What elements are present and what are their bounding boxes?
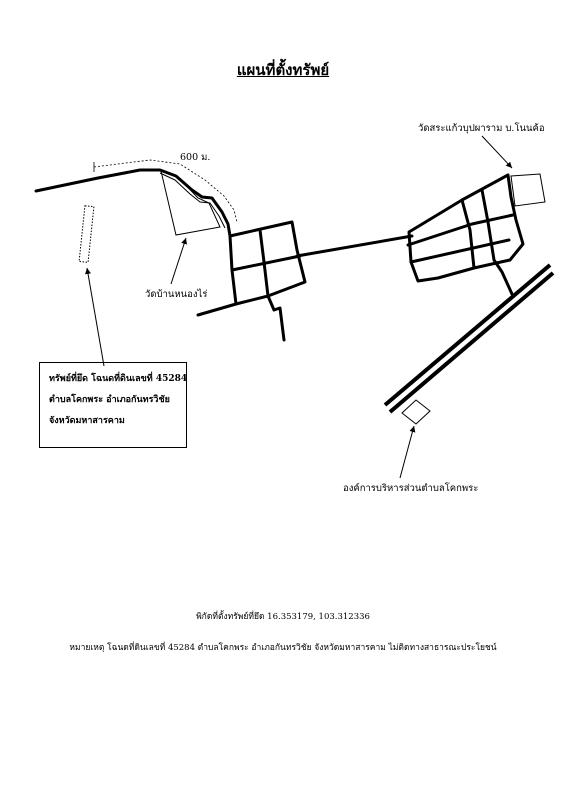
property-box-line-3: จังหวัดมหาสารคาม: [49, 416, 125, 426]
temple-local-label: วัดบ้านหนองไร่: [145, 289, 208, 300]
highway-double-line: [385, 265, 553, 412]
arrow-to-temple-north: [482, 136, 512, 168]
arrow-to-temple-local: [171, 238, 186, 284]
sao-office-label: องค์การบริหารส่วนตำบลโคกพระ: [343, 483, 479, 494]
distance-label: 600 ม.: [180, 152, 211, 163]
note-text: หมายเหตุ โฉนดที่ดินเลขที่ 45284 ตำบลโคกพระ อำเภอกันทรวิชัย จังหวัดมหาสารคาม ไม่ติดทางสาธารณะประโยชน์: [69, 643, 497, 653]
arrow-to-sao-office: [400, 426, 414, 478]
temple-north-shape: [511, 174, 545, 206]
sao-office-shape: [402, 400, 430, 424]
property-box-line-1: ทรัพย์ที่ยึด โฉนดที่ดินเลขที่ 45284: [49, 374, 188, 384]
main-road-west: [36, 170, 230, 236]
temple-local-shape: [161, 171, 220, 235]
temple-north-label: วัดสระแก้วบุปผาราม บ.โนนค้อ: [418, 123, 545, 134]
property-info-box: [39, 362, 187, 448]
arrow-to-property: [87, 268, 104, 366]
property-box-line-2: ตำบลโคกพระ อำเภอกันทรวิชัย: [49, 395, 170, 405]
village-grid-left: [198, 222, 412, 340]
village-grid-right: [408, 175, 523, 294]
map-title: แผนที่ตั้งทรัพย์: [236, 61, 330, 79]
coordinates-text: พิกัดที่ตั้งทรัพย์ที่ยึด 16.353179, 103.312336: [196, 612, 370, 622]
property-parcel: [79, 206, 94, 263]
